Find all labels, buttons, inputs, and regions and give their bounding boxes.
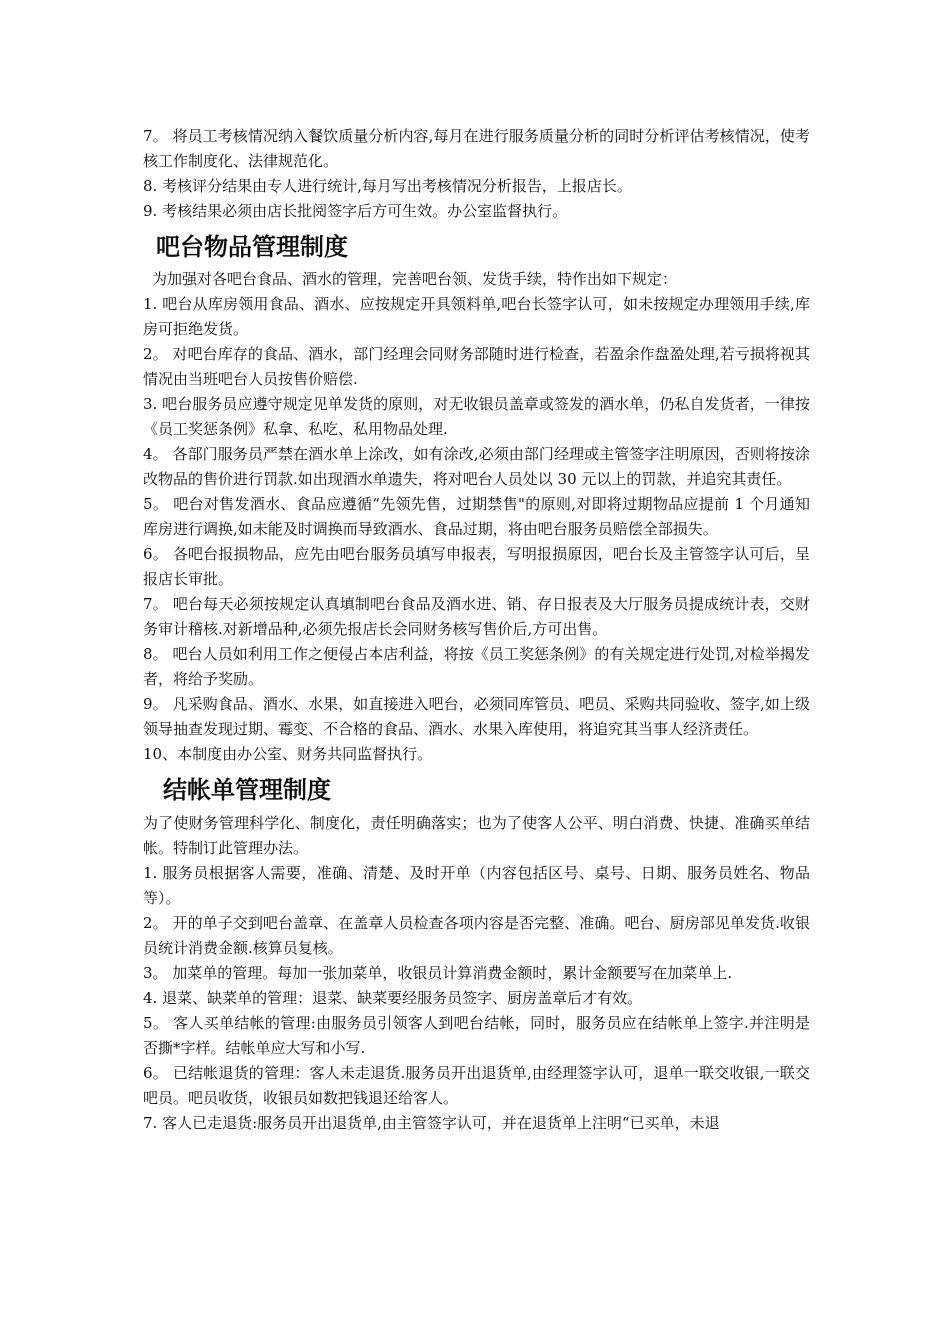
list-item: 3。 加菜单的管理。每加一张加菜单，收银员计算消费金额时，累计金额要写在加菜单上. (143, 964, 733, 982)
list-item: 5。 吧台对售发酒水、食品应遵循“先领先售，过期禁售"的原则,对即将过期物品应提前 1 个月通知库房进行调换,如未能及时调换而导致酒水、食品过期，将由吧台服务员赔偿全部损失。 (143, 495, 810, 538)
list-item: 1. 吧台从库房领用食品、酒水、应按规定开具领料单,吧台长签字认可，如未按规定办理领用手续,库房可拒绝发货。 (143, 295, 810, 338)
list-item: 5。 客人买单结帐的管理:由服务员引领客人到吧台结帐，同时，服务员应在结帐单上签字.并注明是否撕*字样。结帐单应大写和小写. (143, 1014, 810, 1057)
bill-management-section (143, 771, 810, 1136)
paragraph: 7。 将员工考核情况纳入餐饮质量分析内容,每月在进行服务质量分析的同时分析评估考核情况，使考核工作制度化、法律规范化。 (143, 127, 810, 170)
list-item: 7。 吧台每天必须按规定认真填制吧台食品及酒水进、销、存日报表及大厅服务员提成统计表，交财务审计稽核.对新增品种,必须先报店长会同财务核写售价后,方可出售。 (143, 595, 810, 638)
section-intro: 为加强对各吧台食品、酒水的管理，完善吧台领、发货手续，特作出如下规定： (152, 270, 678, 288)
list-item: 4。 各部门服务员严禁在酒水单上涂改，如有涂改,必须由部门经理或主管签字注明原因，否则将按涂改物品的售价进行罚款.如出现酒水单遗失，将对吧台人员处以 30 元以上的罚款，并追究其责任。 (143, 445, 810, 488)
list-item: 9。 凡采购食品、酒水、水果，如直接进入吧台，必须同库管员、吧员、采购共同验收、签字,如上级领导抽查发现过期、霉变、不合格的食品、酒水、水果入库使用，将追究其当事人经济责任。 (143, 695, 810, 738)
paragraph: 9. 考核结果必须由店长批阅签字后方可生效。办公室监督执行。 (143, 202, 568, 220)
list-item: 2。 开的单子交到吧台盖章、在盖章人员检查各项内容是否完整、准确。吧台、厨房部见单发货.收银员统计消费金额.核算员复核。 (143, 914, 810, 957)
section-title: 吧台物品管理制度 (156, 233, 348, 261)
section-intro: 为了使财务管理科学化、制度化，责任明确落实；也为了使客人公平、明白消费、快捷、准确买单结帐。特制订此管理办法。 (143, 814, 810, 857)
list-item: 8。 吧台人员如利用工作之便侵占本店利益，将按《员工奖惩条例》的有关规定进行处罚,对检举揭发者，将给予奖励。 (143, 645, 810, 688)
previous-section-tail (143, 124, 810, 224)
bar-goods-management-section (143, 228, 810, 767)
paragraph: 8. 考核评分结果由专人进行统计,每月写出考核情况分析报告，上报店长。 (143, 177, 632, 195)
section-title: 结帐单管理制度 (163, 776, 331, 804)
list-item: 2。 对吧台库存的食品、酒水，部门经理会同财务部随时进行检查，若盈余作盘盈处理,若亏损将视其情况由当班吧台人员按售价赔偿. (143, 345, 810, 388)
list-item: 3. 吧台服务员应遵守规定见单发货的原则，对无收银员盖章或签发的酒水单，仍私自发货者，一律按《员工奖惩条例》私拿、私吃、私用物品处理. (143, 395, 810, 438)
list-item: 1. 服务员根据客人需要，准确、清楚、及时开单（内容包括区号、桌号、日期、服务员姓名、物品等）。 (143, 864, 810, 907)
list-item: 10、本制度由办公室、财务共同监督执行。 (143, 745, 433, 763)
list-item: 7. 客人已走退货:服务员开出退货单,由主管签字认可，并在退货单上注明“已买单，未退 (143, 1114, 720, 1132)
list-item: 6。 各吧台报损物品，应先由吧台服务员填写申报表，写明报损原因，吧台长及主管签字认可后，呈报店长审批。 (143, 545, 810, 588)
list-item: 4. 退菜、缺菜单的管理：退菜、缺菜要经服务员签字、厨房盖章后才有效。 (143, 989, 643, 1007)
list-item: 6。 已结帐退货的管理：客人未走退货.服务员开出退货单,由经理签字认可，退单一联交收银,一联交吧员。吧员收货，收银员如数把钱退还给客人。 (143, 1064, 810, 1107)
